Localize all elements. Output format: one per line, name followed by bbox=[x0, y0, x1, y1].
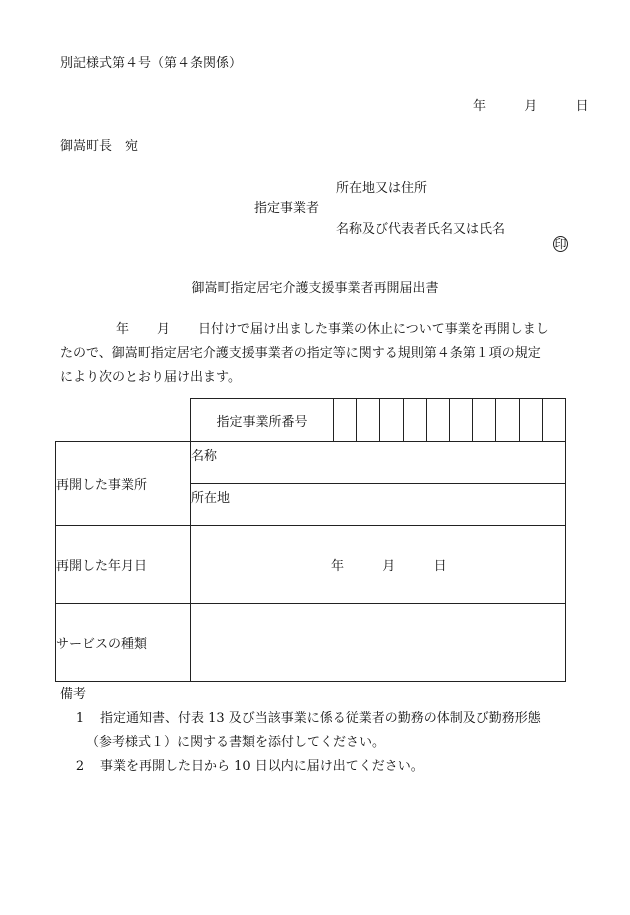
reopened-date-value bbox=[191, 555, 565, 574]
document-title: 御嵩町指定居宅介護支援事業者再開届出書 bbox=[191, 281, 439, 296]
table-empty-corner bbox=[56, 399, 191, 442]
reopened-office-label: 再開した事業所 bbox=[56, 442, 191, 526]
office-name-field[interactable] bbox=[191, 442, 566, 484]
reopened-date-field[interactable] bbox=[191, 526, 566, 604]
body-line-1-text: 日付けで届け出ました事業の休止について事業を再開しまし bbox=[198, 322, 549, 337]
office-number-label: 指定事業所番号 bbox=[191, 399, 334, 442]
applicant-role-label: 指定事業者 bbox=[254, 201, 320, 216]
note-text-line: 指定通知書、付表 13 及び当該事業に係る従業者の勤務の体制及び勤務形態 bbox=[100, 711, 541, 726]
reopened-day-label: 日 bbox=[433, 559, 447, 574]
date-month-label: 月 bbox=[524, 99, 538, 114]
note-text-line: 事業を再開した日から 10 日以内に届け出てください。 bbox=[100, 759, 424, 774]
service-type-label: サービスの種類 bbox=[56, 604, 191, 682]
office-location-field[interactable] bbox=[191, 484, 566, 526]
seal-mark: 印 bbox=[554, 237, 567, 251]
resumption-form-table bbox=[55, 398, 566, 682]
body-paragraph bbox=[60, 318, 580, 390]
notes-section bbox=[60, 683, 580, 779]
office-number-digit[interactable] bbox=[403, 399, 426, 441]
office-number-digit[interactable] bbox=[449, 399, 472, 441]
body-line-2: たので、御嵩町指定居宅介護支援事業者の指定等に関する規則第４条第１項の規定 bbox=[60, 346, 541, 361]
submission-date bbox=[473, 95, 589, 114]
reopened-month-label: 月 bbox=[382, 559, 396, 574]
reopened-year-label: 年 bbox=[331, 559, 345, 574]
office-name-label: 名称 bbox=[191, 449, 218, 464]
body-line-3: により次のとおり届け出ます。 bbox=[60, 370, 241, 385]
date-day-label: 日 bbox=[575, 99, 589, 114]
applicant-name-label: 名称及び代表者氏名又は氏名 bbox=[336, 222, 506, 237]
service-type-field[interactable] bbox=[191, 604, 566, 682]
office-number-digit[interactable] bbox=[495, 399, 518, 441]
office-number-digit[interactable] bbox=[472, 399, 495, 441]
body-year-label: 年 bbox=[116, 322, 130, 337]
applicant-address-label: 所在地又は住所 bbox=[336, 181, 428, 196]
note-number: 1 bbox=[75, 711, 85, 726]
note-item bbox=[60, 755, 580, 779]
office-number-digit[interactable] bbox=[379, 399, 402, 441]
reopened-date-label: 再開した年月日 bbox=[56, 526, 191, 604]
addressee: 御嵩町長 宛 bbox=[60, 139, 139, 154]
office-number-digit[interactable] bbox=[542, 399, 565, 441]
body-line-1 bbox=[60, 318, 580, 342]
form-number-label: 別記様式第４号（第４条関係） bbox=[60, 56, 243, 71]
office-location-label: 所在地 bbox=[191, 491, 231, 506]
note-number: 2 bbox=[75, 759, 85, 774]
office-number-digit[interactable] bbox=[334, 399, 356, 441]
note-item bbox=[60, 707, 580, 755]
office-number-digit[interactable] bbox=[356, 399, 379, 441]
body-month-label: 月 bbox=[157, 322, 171, 337]
notes-heading: 備考 bbox=[60, 687, 87, 702]
note-text-line: （参考様式１）に関する書類を添付してください。 bbox=[86, 735, 386, 750]
date-year-label: 年 bbox=[473, 99, 487, 114]
office-number-digit[interactable] bbox=[519, 399, 542, 441]
office-number-cells[interactable] bbox=[334, 399, 566, 442]
office-number-digit[interactable] bbox=[426, 399, 449, 441]
